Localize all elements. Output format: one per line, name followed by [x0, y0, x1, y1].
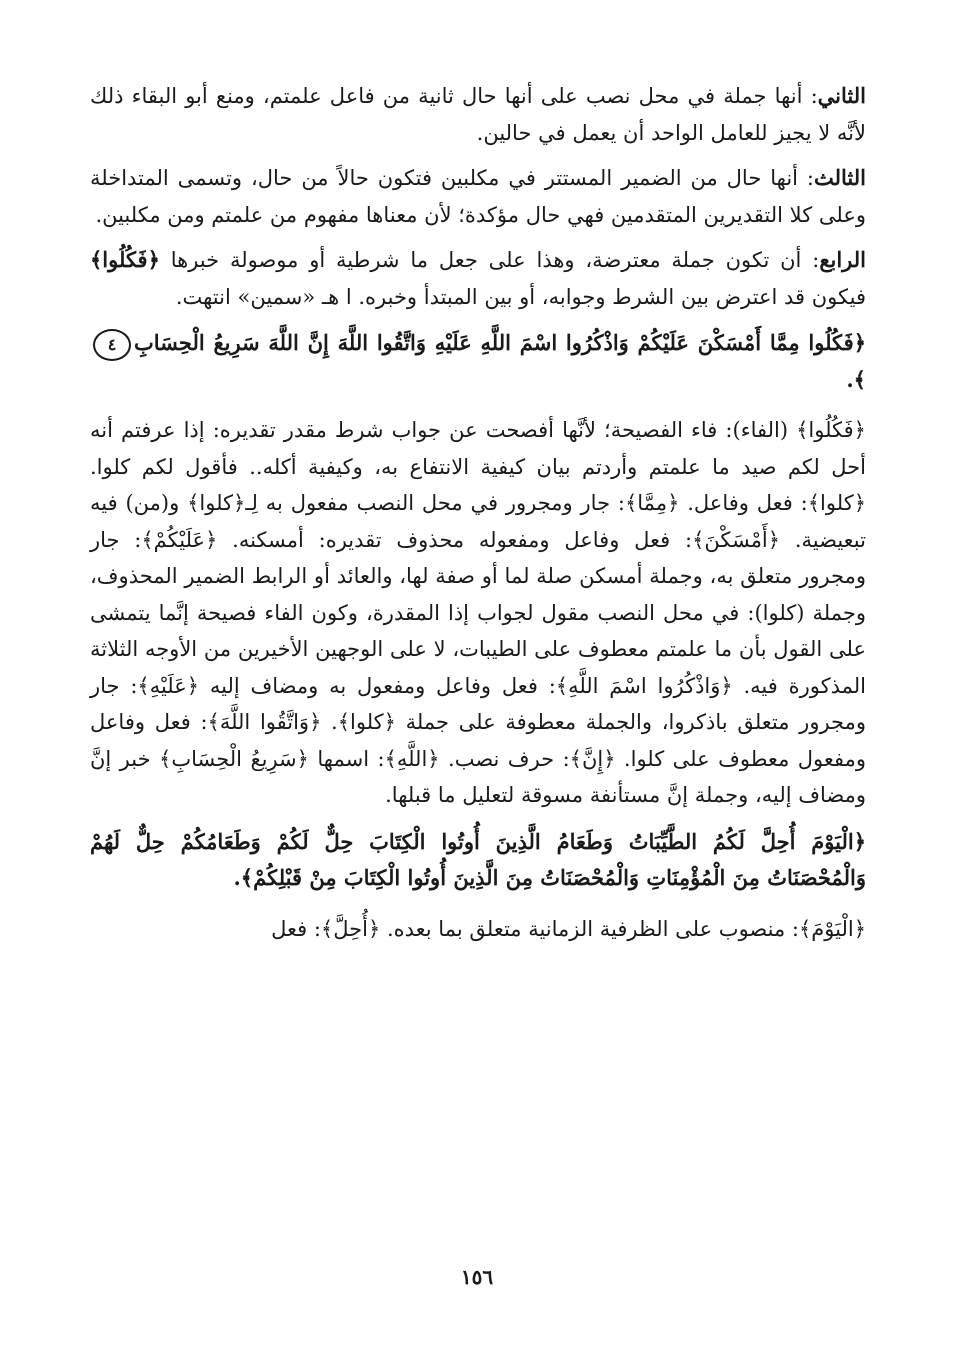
quran-verse-4 — [90, 325, 866, 398]
paragraph-text: : أنها جملة في محل نصب على أنها حال ثانية من فاعل علمتم، ومنع أبو البقاء ذلك لأنَّه لا يجيز للعامل الواحد أن يعمل في حالين. — [90, 84, 866, 145]
paragraph-second-view — [90, 78, 866, 151]
page-number: ١٥٦ — [460, 1265, 494, 1289]
paragraph-fourth-view — [90, 242, 866, 315]
quran-verse-5 — [90, 824, 866, 897]
quran-quote: ﴿فَكُلُوا﴾ — [90, 247, 160, 272]
term-label: الثاني — [817, 83, 866, 108]
paragraph-text: فيكون قد اعترض بين الشرط وجوابه، أو بين المبتدأ وخبره. ا هـ «سمين» انتهت. — [175, 284, 866, 309]
paragraph-text: ﴿فَكُلُوا﴾ (الفاء): فاء الفصيحة؛ لأنَّها أفصحت عن جواب شرط مقدر تقديره: إذا عرفتم أنه أحل لكم صيد ما علمتم وأردتم بيان كيفية الانتفاع به، وكيفية أكله.. فأقول لكم كلوا. ﴿كلوا﴾: فعل وفاعل. ﴿مِمَّا﴾: جار ومجرور في محل النصب مفعول به لِـ﴿كلوا﴾ و(من) فيه تبعيضية. ﴿أَمْسَكْنَ﴾: فعل وفاعل ومفعوله محذوف تقديره: أمسكنه. ﴿عَلَيْكُمْ﴾: جار ومجرور متعلق به، وجملة أمسكن صلة لما أو صفة لها، والعائد أو الرابط الضمير المحذوف، وجملة (كلوا): في محل النصب مقول لجواب إذا المقدرة، وكون الفاء فصيحة إنَّما يتمشى على القول بأن ما علمتم معطوف على الطيبات، لا على الوجهين الأخيرين من الأوجه الثلاثة المذكورة فيه. ﴿وَاذْكُرُوا اسْمَ اللَّهِ﴾: فعل وفاعل ومفعول به ومضاف إليه ﴿عَلَيْهِ﴾: جار ومجرور متعلق باذكروا، والجملة معطوفة على جملة ﴿كلوا﴾. ﴿وَاتَّقُوا اللَّهَ﴾: فعل وفاعل ومفعول معطوف على كلوا. ﴿إِنَّ﴾: حرف نصب. ﴿اللَّهِ﴾: اسمها ﴿سَرِيعُ الْحِسَابِ﴾ خبر إنَّ ومضاف إليه، وجملة إنَّ مستأنفة مسوقة لتعليل ما قبلها. — [90, 418, 866, 807]
paragraph-grammar-analysis — [90, 412, 866, 814]
paragraph-text: ﴿الْيَوْمَ﴾: منصوب على الظرفية الزمانية متعلق بما بعده. ﴿أُحِلَّ﴾: فعل — [271, 916, 866, 941]
paragraph-grammar-analysis-2 — [90, 911, 866, 948]
term-label: الرابع — [819, 247, 866, 272]
paragraph-third-view — [90, 160, 866, 233]
verse-text: ﴿الْيَوْمَ أُحِلَّ لَكُمُ الطَّيِّبَاتُ وَطَعَامُ الَّذِينَ أُوتُوا الْكِتَابَ حِلٌّ لَكُمْ وَطَعَامُكُمْ حِلٌّ لَهُمْ وَالْمُحْصَنَاتُ مِنَ الْمُؤْمِنَاتِ وَالْمُحْصَنَاتُ مِنَ الَّذِينَ أُوتُوا الْكِتَابَ مِنْ قَبْلِكُمْ﴾. — [90, 828, 866, 890]
term-label: الثالث — [814, 165, 866, 190]
verse-close: ﴾. — [846, 366, 866, 392]
paragraph-text: : أنها حال من الضمير المستتر في مكلبين فتكون حالاً من حال، وتسمى المتداخلة وعلى كلا التقديرين المتقدمين فهي حال مؤكدة؛ لأن معناها مفهوم من علمتم ومن مكلبين. — [90, 166, 866, 227]
verse-text: ﴿فَكُلُوا مِمَّا أَمْسَكْنَ عَلَيْكُمْ وَاذْكُرُوا اسْمَ اللَّهِ عَلَيْهِ وَاتَّقُوا اللَّهَ إِنَّ اللَّهَ سَرِيعُ الْحِسَابِ — [134, 330, 866, 355]
ayah-number-marker: ٤ — [93, 329, 131, 361]
page-body — [90, 78, 866, 1308]
paragraph-text: : أن تكون جملة معترضة، وهذا على جعل ما شرطية أو موصولة خبرها — [159, 248, 820, 272]
